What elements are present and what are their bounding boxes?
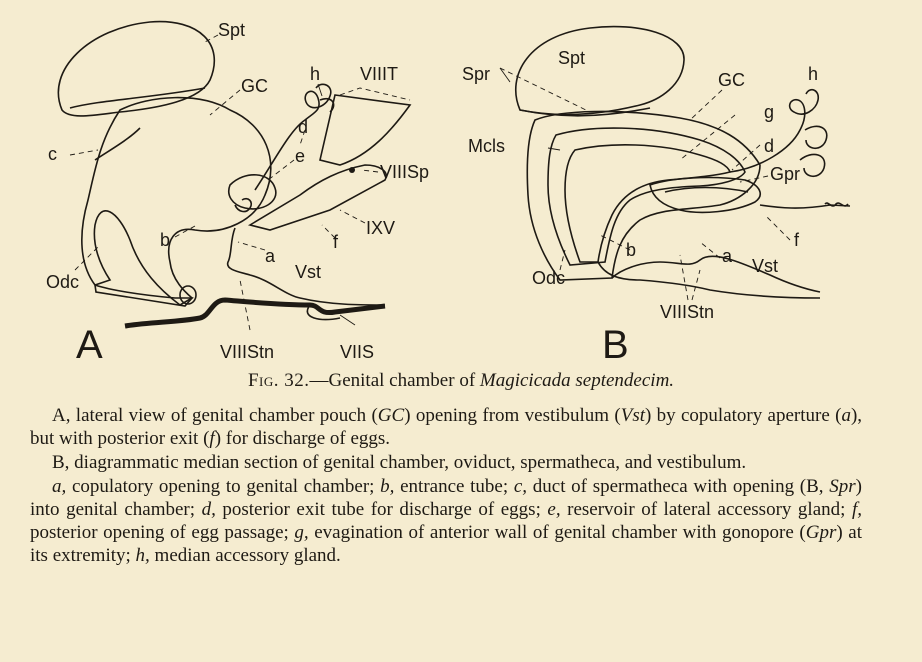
text-run: a, xyxy=(52,476,67,497)
chamber-lining-b xyxy=(548,128,745,265)
text-run: GC xyxy=(377,405,405,426)
text-run: median accessory gland. xyxy=(149,545,341,566)
genital-chamber-a xyxy=(82,98,271,305)
text-run: ) for discharge of eggs. xyxy=(214,428,391,449)
figure-caption xyxy=(0,370,922,392)
label-b-gc: GC xyxy=(718,70,745,90)
text-run: Spr xyxy=(829,476,856,497)
label-a-gc: GC xyxy=(241,76,268,96)
text-run: e, xyxy=(547,499,561,520)
label-b-odc: Odc xyxy=(532,268,566,288)
label-b-viiistn: VIIIStn xyxy=(660,302,715,322)
text-run: f, xyxy=(851,499,862,520)
text-run: entrance tube; xyxy=(394,476,514,497)
text-run: b, xyxy=(380,476,395,497)
text-run: ) opening from vestibulum ( xyxy=(404,405,621,426)
label-b-d: d xyxy=(764,136,775,156)
text-run: d, xyxy=(201,499,216,520)
label-a-viiistn: VIIIStn xyxy=(220,342,275,362)
text-run: f xyxy=(209,428,215,449)
text-run: h, xyxy=(135,545,150,566)
text-run: B, diagrammatic median section of genital chamber, oviduct, spermatheca, and vestibulum. xyxy=(52,452,747,473)
text-run: A, lateral view of genital chamber pouch ( xyxy=(52,405,378,426)
paragraph-legend xyxy=(30,475,862,567)
panel-b-letter: B xyxy=(602,323,629,367)
label-a-c: c xyxy=(48,144,57,164)
label-b-mcls: Mcls xyxy=(468,136,505,156)
text-run: ), but with posterior exit ( xyxy=(30,405,863,449)
paragraph-b xyxy=(30,451,862,474)
panel-a-drawing xyxy=(58,22,410,326)
label-a-viiit: VIIIT xyxy=(360,64,399,84)
text-run: copulatory opening to genital chamber; xyxy=(66,476,381,497)
label-a-viiisp: VIIISp xyxy=(380,162,430,182)
text-run: a xyxy=(841,405,851,426)
text-run: g, xyxy=(294,522,309,543)
caption-species: Magicicada septendecim. xyxy=(479,370,675,391)
text-run: ) into genital chamber; xyxy=(30,476,862,520)
text-run: ) by copulatory aperture ( xyxy=(645,405,842,426)
label-a-b: b xyxy=(160,230,171,250)
spermatheca-b xyxy=(516,27,684,115)
caption-fig-label: Fig. 32. xyxy=(247,370,310,391)
label-a-d: d xyxy=(298,117,309,137)
text-run: Gpr xyxy=(805,522,837,543)
label-a-viis: VIIS xyxy=(340,342,375,362)
caption-body xyxy=(30,404,862,568)
text-run: Vst xyxy=(620,405,646,426)
label-a-ixv: IXV xyxy=(366,218,396,238)
text-run: ) at its extremity; xyxy=(30,522,862,566)
text-run: duct of spermatheca with opening (B, xyxy=(527,476,830,497)
label-b-vst: Vst xyxy=(752,256,779,276)
label-b-a: a xyxy=(722,246,733,266)
label-b-gpr: Gpr xyxy=(770,164,801,184)
label-a-e: e xyxy=(295,146,306,166)
label-a-vst: Vst xyxy=(295,262,322,282)
label-a-a: a xyxy=(265,246,276,266)
text-run: posterior exit tube for discharge of eggs; xyxy=(215,499,548,520)
label-a-odc: Odc xyxy=(46,272,80,292)
label-b-h: h xyxy=(808,64,819,84)
label-b-g: g xyxy=(764,102,775,122)
label-b-spr: Spr xyxy=(462,64,491,84)
label-a-spt: Spt xyxy=(218,20,246,40)
paragraph-a xyxy=(30,404,862,450)
spermatheca-a xyxy=(58,22,214,116)
text-run: reservoir of lateral accessory gland; xyxy=(560,499,852,520)
label-a-f: f xyxy=(333,232,339,252)
text-run: posterior opening of egg passage; xyxy=(30,522,295,543)
label-a-h: h xyxy=(310,64,321,84)
panel-a-letter: A xyxy=(76,323,103,367)
label-b-b: b xyxy=(626,240,637,260)
text-run: c, xyxy=(513,476,528,497)
label-b-f: f xyxy=(794,230,800,250)
text-run: evagination of anterior wall of genital chamber with gonopore ( xyxy=(308,522,806,543)
panel-a-leaders xyxy=(70,35,378,330)
caption-text: —Genital chamber of xyxy=(309,370,480,391)
label-b-spt: Spt xyxy=(558,48,586,68)
